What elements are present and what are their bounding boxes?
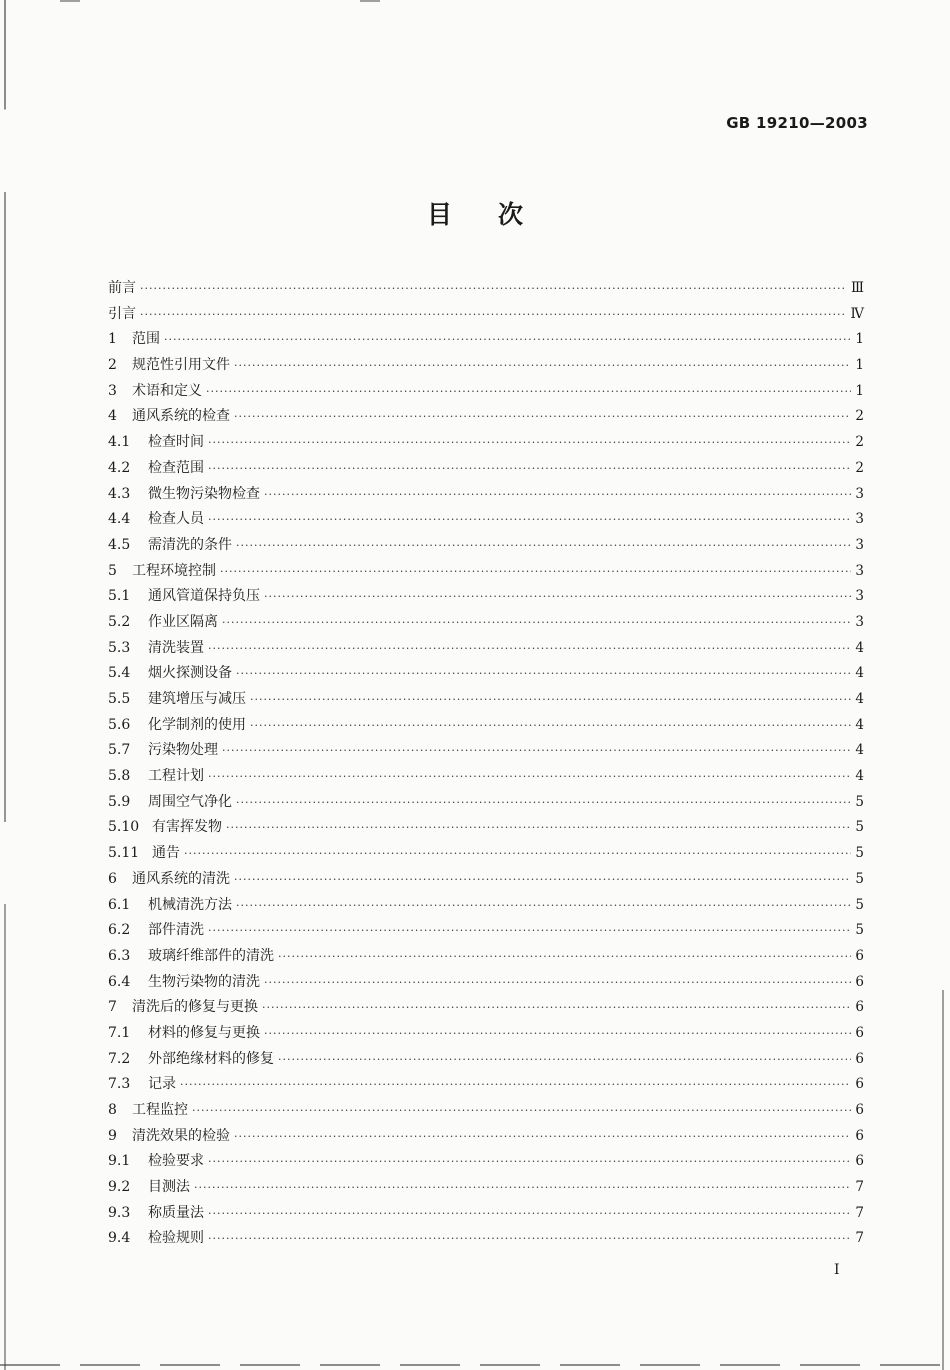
toc-entry-number: 2 [108, 357, 117, 374]
toc-entry-page: 7 [855, 1204, 864, 1221]
toc-entry-page: 4 [855, 742, 864, 759]
toc-entry-label: 称质量法 [148, 1204, 204, 1221]
toc-entry-page: 1 [855, 382, 864, 399]
toc-entry-label: 工程环境控制 [132, 562, 216, 579]
toc-leader-dots [234, 404, 851, 430]
toc-entry-page: Ⅳ [850, 305, 864, 322]
toc-entry-page: 3 [855, 536, 864, 553]
toc-leader-dots [222, 738, 851, 764]
toc-entry-number: 4 [108, 408, 117, 425]
toc-entry [108, 1098, 864, 1124]
toc-entry-page: 5 [855, 819, 864, 836]
toc-entry-label: 通告 [152, 845, 180, 862]
toc-entry-label: 检验要求 [148, 1153, 204, 1170]
toc-entry-label: 规范性引用文件 [132, 357, 230, 374]
toc-leader-dots [234, 353, 851, 379]
toc-entry-label: 清洗装置 [148, 639, 204, 656]
toc-leader-dots [264, 482, 851, 508]
toc-leader-dots [194, 1175, 851, 1201]
toc-entry-page: 6 [855, 973, 864, 990]
toc-entry [108, 276, 864, 302]
toc-leader-dots [250, 687, 851, 713]
toc-entry-page: 5 [855, 896, 864, 913]
scan-edge-bottom [0, 1364, 950, 1366]
toc-entry [108, 379, 864, 405]
toc-entry-number: 4.2 [108, 459, 131, 476]
toc-entry-label: 清洗后的修复与更换 [132, 999, 258, 1016]
toc-leader-dots [234, 1124, 851, 1150]
toc-entry-page: 6 [855, 1153, 864, 1170]
toc-entry-label: 检查人员 [148, 511, 204, 528]
toc-leader-dots [250, 713, 851, 739]
toc-entry [108, 995, 864, 1021]
toc-entry-label: 周围空气净化 [148, 793, 232, 810]
toc-entry-label: 建筑增压与减压 [148, 691, 246, 707]
toc-entry-page: 5 [855, 793, 864, 810]
toc-entry [108, 867, 864, 893]
toc-leader-dots [208, 764, 851, 790]
toc-entry [108, 970, 864, 996]
toc-entry-number: 5.8 [108, 768, 131, 785]
toc-leader-dots [208, 456, 851, 482]
toc-entry [108, 1047, 864, 1073]
toc-entry-number: 7.1 [108, 1024, 131, 1041]
toc-entry [108, 482, 864, 508]
toc-leader-dots [262, 995, 851, 1021]
toc-entry-page: 3 [855, 588, 864, 605]
toc-entry-label: 微生物污染物检查 [148, 485, 260, 502]
toc-entry [108, 687, 864, 713]
toc-entry-number: 5.9 [108, 793, 131, 810]
toc-entry-number: 9 [108, 1127, 117, 1144]
toc-entry-label: 材料的修复与更换 [148, 1024, 260, 1041]
toc-entry-page: 1 [855, 357, 864, 374]
toc-entry-label: 通风管道保持负压 [148, 588, 260, 605]
toc-entry-page: 2 [855, 434, 864, 451]
toc-entry-page: 4 [855, 665, 864, 682]
toc-entry-label: 工程计划 [148, 768, 204, 785]
toc-entry-label: 检验规则 [148, 1230, 204, 1247]
toc-leader-dots [208, 918, 851, 944]
toc-entry-number: 5.2 [108, 613, 131, 630]
toc-entry [108, 302, 864, 328]
toc-leader-dots [278, 944, 851, 970]
toc-entry [108, 456, 864, 482]
toc-entry-page: 2 [855, 408, 864, 425]
toc-entry [108, 713, 864, 739]
toc-entry-number: 9.2 [108, 1179, 131, 1196]
scan-edge-right [942, 990, 944, 1370]
toc-leader-dots [236, 790, 851, 816]
toc-entry-label: 引言 [108, 305, 136, 322]
toc-entry-number: 6 [108, 870, 117, 887]
toc-entry-label: 部件清洗 [148, 922, 204, 939]
toc-entry-page: 6 [855, 1127, 864, 1144]
toc-entry [108, 636, 864, 662]
toc-entry-page: 6 [855, 1024, 864, 1041]
toc-entry [108, 507, 864, 533]
toc-entry-label: 通风系统的检查 [132, 408, 230, 425]
toc-entry [108, 430, 864, 456]
toc-entry [108, 738, 864, 764]
toc-entry-page: 7 [855, 1230, 864, 1247]
toc-entry [108, 1175, 864, 1201]
toc-entry-label: 范围 [132, 331, 160, 348]
toc-entry-number: 5 [108, 562, 117, 579]
toc-entry-label: 工程监控 [132, 1102, 188, 1118]
toc-entry [108, 893, 864, 919]
toc-entry-page: 4 [855, 768, 864, 785]
toc-entry-number: 5.7 [108, 742, 131, 759]
toc-leader-dots [208, 507, 851, 533]
toc-entry-label: 术语和定义 [132, 382, 202, 399]
toc-leader-dots [220, 559, 851, 585]
toc-entry [108, 610, 864, 636]
toc-entry-number: 6.4 [108, 973, 131, 990]
toc-entry [108, 944, 864, 970]
toc-entry-page: 3 [855, 562, 864, 579]
toc-entry [108, 1226, 864, 1252]
toc-entry-label: 目测法 [148, 1179, 190, 1196]
toc-entry-number: 9.1 [108, 1153, 131, 1170]
toc-entry-number: 5.3 [108, 639, 131, 656]
toc-entry [108, 533, 864, 559]
page-title: 目次 [426, 200, 569, 229]
toc-entry-number: 4.4 [108, 511, 131, 528]
toc-entry [108, 1021, 864, 1047]
toc-entry-label: 生物污染物的清洗 [148, 973, 260, 990]
toc-entry-label: 化学制剂的使用 [148, 716, 246, 733]
toc-entry-number: 9.4 [108, 1230, 131, 1247]
toc-leader-dots [208, 636, 851, 662]
toc-entry-label: 有害挥发物 [152, 819, 222, 836]
toc-leader-dots [264, 970, 851, 996]
toc-entry-page: 6 [855, 1050, 864, 1067]
toc-entry-label: 作业区隔离 [148, 613, 218, 630]
scan-edge-top [60, 0, 520, 2]
toc-leader-dots [264, 584, 851, 610]
toc-entry-page: 6 [855, 1102, 864, 1118]
toc-entry [108, 584, 864, 610]
toc-entry-number: 5.10 [108, 819, 140, 836]
toc-entry-number: 4.1 [108, 434, 131, 451]
toc-leader-dots [236, 893, 851, 919]
toc-entry-label: 清洗效果的检验 [132, 1127, 230, 1144]
toc-leader-dots [192, 1098, 851, 1124]
toc-entry-number: 4.3 [108, 485, 131, 502]
toc-entry [108, 327, 864, 353]
toc-entry-number: 6.1 [108, 896, 131, 913]
toc-leader-dots [264, 1021, 851, 1047]
toc-leader-dots [140, 276, 847, 302]
toc-entry-page: 6 [855, 1076, 864, 1093]
toc-entry-number: 1 [108, 331, 117, 348]
toc-entry-label: 检查范围 [148, 459, 204, 476]
toc-leader-dots [208, 1149, 851, 1175]
table-of-contents [108, 276, 864, 1252]
toc-entry-page: 5 [855, 870, 864, 887]
toc-entry-number: 5.11 [108, 845, 140, 862]
toc-entry-page: 6 [855, 947, 864, 964]
toc-entry-page: 4 [855, 716, 864, 733]
toc-entry-page: 3 [855, 613, 864, 630]
toc-entry-label: 通风系统的清洗 [132, 870, 230, 887]
toc-entry-number: 5.5 [108, 691, 131, 707]
toc-entry-number: 4.5 [108, 536, 131, 553]
toc-entry [108, 764, 864, 790]
toc-entry-number: 5.4 [108, 665, 131, 682]
toc-entry-number: 6.3 [108, 947, 131, 964]
toc-leader-dots [208, 1226, 851, 1252]
toc-entry [108, 1124, 864, 1150]
toc-entry-label: 玻璃纤维部件的清洗 [148, 947, 274, 964]
toc-entry [108, 815, 864, 841]
toc-leader-dots [208, 430, 851, 456]
toc-entry [108, 1149, 864, 1175]
toc-leader-dots [140, 302, 847, 328]
toc-entry-page: 1 [855, 331, 864, 348]
toc-entry-label: 前言 [108, 280, 136, 296]
toc-leader-dots [234, 867, 851, 893]
toc-entry-number: 9.3 [108, 1204, 131, 1221]
toc-leader-dots [236, 661, 851, 687]
toc-entry-page: 6 [855, 999, 864, 1016]
toc-entry [108, 1201, 864, 1227]
toc-entry-page: 5 [855, 845, 864, 862]
toc-entry-label: 检查时间 [148, 434, 204, 451]
toc-entry [108, 1072, 864, 1098]
toc-entry-number: 7.2 [108, 1050, 131, 1067]
toc-entry-label: 记录 [148, 1076, 176, 1093]
toc-leader-dots [208, 1201, 851, 1227]
toc-leader-dots [236, 533, 851, 559]
toc-entry-page: 5 [855, 922, 864, 939]
toc-entry [108, 353, 864, 379]
toc-entry-label: 需清洗的条件 [148, 536, 232, 553]
toc-entry-page: Ⅲ [850, 280, 864, 296]
toc-leader-dots [180, 1072, 851, 1098]
toc-leader-dots [206, 379, 851, 405]
toc-leader-dots [278, 1047, 851, 1073]
toc-entry-label: 机械清洗方法 [148, 896, 232, 913]
toc-entry [108, 404, 864, 430]
toc-entry-number: 8 [108, 1102, 117, 1118]
standard-code: GB 19210—2003 [726, 114, 868, 132]
toc-leader-dots [222, 610, 851, 636]
toc-entry [108, 661, 864, 687]
toc-entry-number: 3 [108, 382, 117, 399]
toc-entry-page: 2 [855, 459, 864, 476]
toc-entry-page: 4 [855, 639, 864, 656]
toc-entry-number: 7.3 [108, 1076, 131, 1093]
toc-entry-number: 6.2 [108, 922, 131, 939]
toc-entry-page: 7 [855, 1179, 864, 1196]
toc-entry-label: 外部绝缘材料的修复 [148, 1050, 274, 1067]
toc-entry-page: 4 [855, 691, 864, 707]
toc-entry-page: 3 [855, 511, 864, 528]
toc-entry [108, 918, 864, 944]
toc-entry-label: 污染物处理 [148, 742, 218, 759]
toc-entry [108, 841, 864, 867]
toc-leader-dots [184, 841, 851, 867]
toc-entry-number: 5.1 [108, 588, 131, 605]
toc-entry-number: 7 [108, 999, 117, 1016]
toc-leader-dots [226, 815, 851, 841]
toc-entry [108, 559, 864, 585]
toc-leader-dots [164, 327, 851, 353]
toc-entry-number: 5.6 [108, 716, 131, 733]
toc-entry-page: 3 [855, 485, 864, 502]
toc-entry-label: 烟火探测设备 [148, 665, 232, 682]
toc-entry [108, 790, 864, 816]
page-folio: I [834, 1262, 840, 1278]
